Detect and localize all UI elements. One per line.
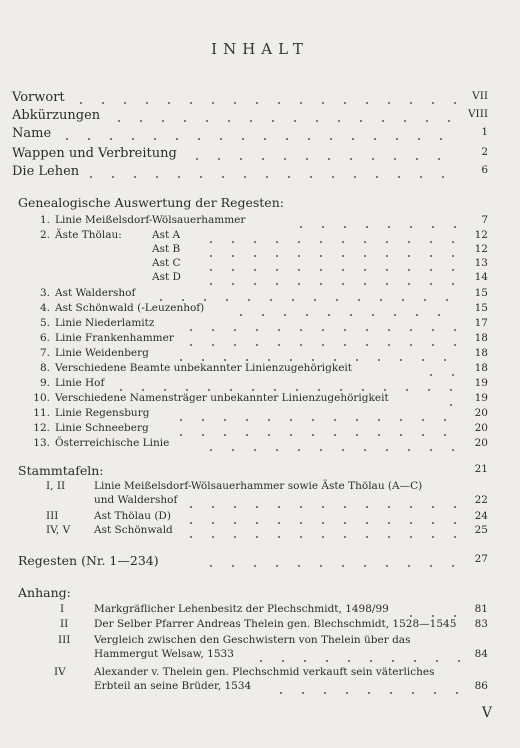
dot-leader [170, 434, 460, 436]
toc-entry: Wappen und Verbreitung 2 [12, 146, 488, 161]
dot-leader [400, 615, 460, 617]
toc-entry: IV Alexander v. Thelein gen. Plechschmid verkauft sein väterliches [0, 666, 520, 684]
toc-entry-continuation: Erbteil an seine Brüder, 1534 86 [94, 680, 488, 692]
toc-entry-continuation: und Waldershof 22 [94, 494, 488, 506]
dot-leader [250, 660, 460, 662]
dot-leader [290, 226, 460, 228]
toc-entry: 10. Verschiedene Namensträger unbekannter Linienzugehörigkeit 19 [33, 392, 488, 404]
page-number: V [481, 705, 492, 721]
dot-leader [270, 692, 460, 694]
section-heading: Stammtafeln: 21 [18, 463, 488, 478]
toc-entry: 8. Verschiedene Beamte unbekannter Linienzugehörigkeit 18 [39, 362, 488, 374]
page-title: INHALT [211, 40, 309, 58]
dot-leader [230, 314, 460, 316]
dot-leader [80, 176, 460, 178]
toc-entry: I Markgräflicher Lehenbesitz der Plechschmidt, 1498/99 81 [60, 603, 488, 615]
toc-entry: Regesten (Nr. 1—234) 27 [18, 553, 488, 568]
toc-entry: Ast C 13 [152, 257, 488, 269]
toc-entry: 4. Ast Schönwald (-Leuzenhof) 15 [39, 302, 488, 314]
toc-entry: Vorwort VII [12, 90, 488, 105]
toc-entry: I, II Linie Meißelsdorf-Wölsauerhammer sowie Äste Thölau (A—C) [0, 480, 520, 498]
toc-entry: Name 1 [12, 126, 488, 141]
toc-entry: 12. Linie Schneeberg 20 [33, 422, 488, 434]
toc-entry: 3. Ast Waldershof 15 [39, 287, 488, 299]
toc-entry: 1. Linie Meißelsdorf-Wölsauerhammer 7 [39, 214, 488, 226]
dot-leader [150, 299, 460, 301]
toc-entry: Ast B 12 [152, 243, 488, 255]
dot-leader [70, 102, 460, 104]
toc-entry: 11. Linie Regensburg 20 [33, 407, 488, 419]
toc-entry-continuation: Hammergut Welsaw, 1533 84 [94, 648, 488, 660]
dot-leader [180, 536, 460, 538]
dot-leader [420, 374, 460, 376]
toc-entry: 13. Österreichische Linie 20 [33, 437, 488, 449]
section-heading: Genealogische Auswertung der Regesten: [0, 195, 520, 213]
toc-entry: 2. Äste Thölau: Ast A 12 [39, 229, 488, 241]
toc-entry: 5. Linie Niederlamitz 17 [39, 317, 488, 329]
toc-entry: III Vergleich zwischen den Geschwistern von Thelein über das [0, 634, 520, 652]
toc-entry: Die Lehen 6 [12, 164, 488, 179]
dot-leader [170, 359, 460, 361]
dot-leader [56, 138, 460, 140]
toc-entry: II Der Selber Pfarrer Andreas Thelein gen. Blechschmidt, 1528—1545 83 [60, 618, 488, 630]
dot-leader [186, 158, 460, 160]
dot-leader [200, 449, 460, 451]
dot-leader [440, 404, 460, 406]
toc-entry: IV, V Ast Schönwald 25 [46, 524, 488, 536]
section-heading: Anhang: [0, 585, 520, 603]
dot-leader [180, 329, 460, 331]
dot-leader [108, 120, 460, 122]
dot-leader [110, 389, 460, 391]
dot-leader [180, 344, 460, 346]
dot-leader [200, 565, 460, 567]
toc-entry: Abkürzungen VIII [12, 108, 488, 123]
toc-entry: 6. Linie Frankenhammer 18 [39, 332, 488, 344]
toc-entry: III Ast Thölau (D) 24 [46, 510, 488, 522]
dot-leader [200, 283, 460, 285]
dot-leader [170, 419, 460, 421]
dot-leader [180, 506, 460, 508]
toc-entry: Ast D 14 [152, 271, 488, 283]
toc-entry: 9. Linie Hof 19 [39, 377, 488, 389]
toc-entry: 7. Linie Weidenberg 18 [39, 347, 488, 359]
